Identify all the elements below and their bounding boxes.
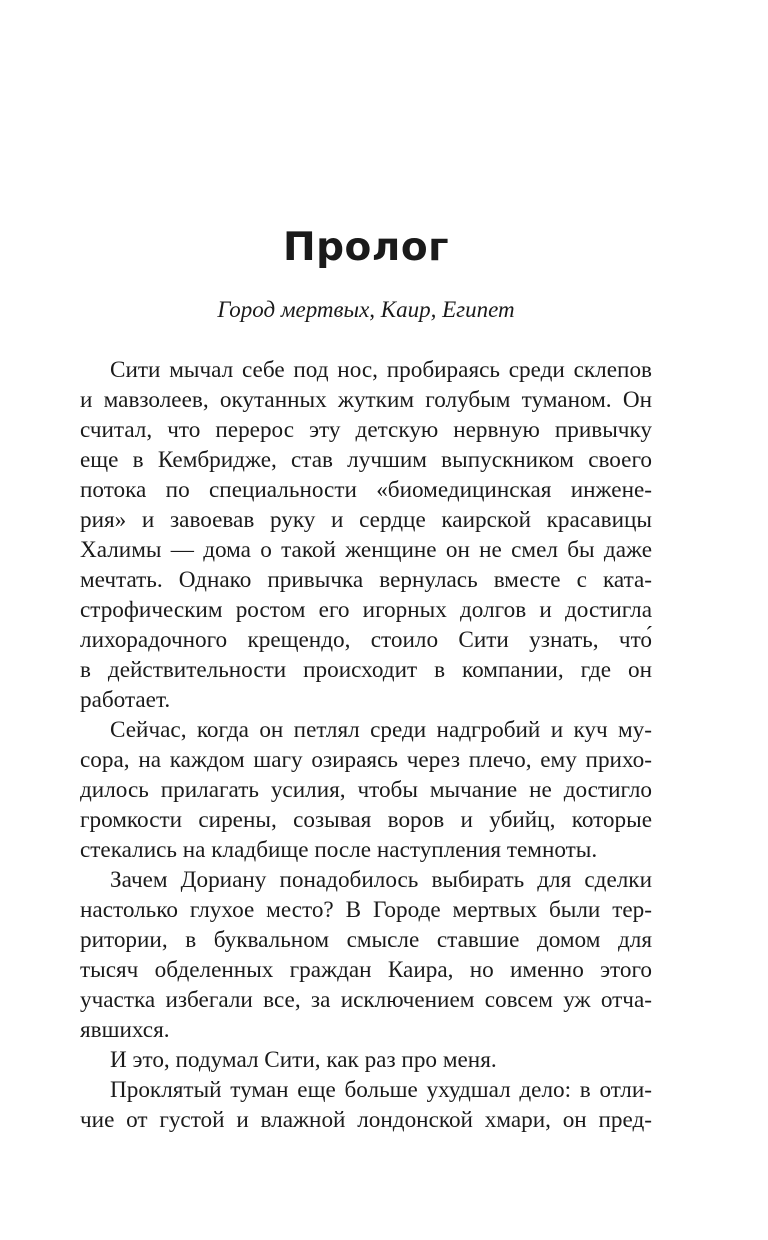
text-line: и мавзолеев, окутанных жутким голубым туманом. Он [80, 387, 652, 413]
paragraph [80, 715, 652, 865]
chapter-title: Пролог [282, 225, 450, 270]
text-line: Сити мычал себе под нос, пробираясь среди склепов [110, 357, 652, 383]
text-line: явшихся. [80, 1017, 170, 1043]
text-line: дилось прилагать усилия, чтобы мычание не достигло [80, 777, 652, 803]
text-line: строфическим ростом его игорных долгов и достигла [80, 597, 652, 623]
text-line: громкости сирены, созывая воров и убийц, которые [80, 807, 652, 833]
text-line: в действительности происходит в компании, где он [80, 657, 652, 683]
text-line: лихорадочного крещендо, стоило Сити узнать, что́ [80, 627, 652, 653]
text-line: мечтать. Однако привычка вернулась вместе с ката- [80, 567, 652, 593]
text-line: И это, подумал Сити, как раз про меня. [110, 1047, 497, 1073]
text-line: чие от густой и влажной лондонской хмари, он пред- [80, 1107, 652, 1133]
text-line: участка избегали все, за исключением совсем уж отча- [80, 987, 652, 1013]
text-line: тысяч обделенных граждан Каира, но именно этого [80, 957, 652, 983]
text-line: ритории, в буквальном смысле ставшие домом для [80, 927, 652, 953]
chapter-subtitle: Город мертвых, Каир, Египет [217, 297, 515, 322]
paragraph [80, 355, 652, 715]
paragraph [80, 865, 652, 1045]
text-line: Проклятый туман еще больше ухудшал дело: в отли- [110, 1077, 652, 1103]
text-line: сора, на каждом шагу озираясь через плечо, ему прихо- [80, 747, 652, 773]
text-line: Халимы — дома о такой женщине он не смел бы даже [80, 537, 652, 563]
text-line: работает. [80, 687, 171, 713]
paragraph [80, 1075, 652, 1135]
text-line: Сейчас, когда он петлял среди надгробий и куч му- [110, 717, 652, 743]
text-line: еще в Кембридже, став лучшим выпускником своего [80, 447, 652, 473]
text-line: Зачем Дориану понадобилось выбирать для сделки [110, 867, 652, 893]
body-text [80, 355, 652, 1135]
text-line: считал, что перерос эту детскую нервную привычку [80, 417, 652, 443]
book-page [80, 0, 652, 1240]
text-line: настолько глухое место? В Городе мертвых были тер- [80, 897, 652, 923]
paragraph [80, 1045, 652, 1075]
text-line: рия» и завоевав руку и сердце каирской красавицы [80, 507, 652, 533]
text-line: стекались на кладбище после наступления темноты. [80, 837, 598, 863]
text-line: потока по специальности «биомедицинская инжене- [80, 477, 652, 503]
